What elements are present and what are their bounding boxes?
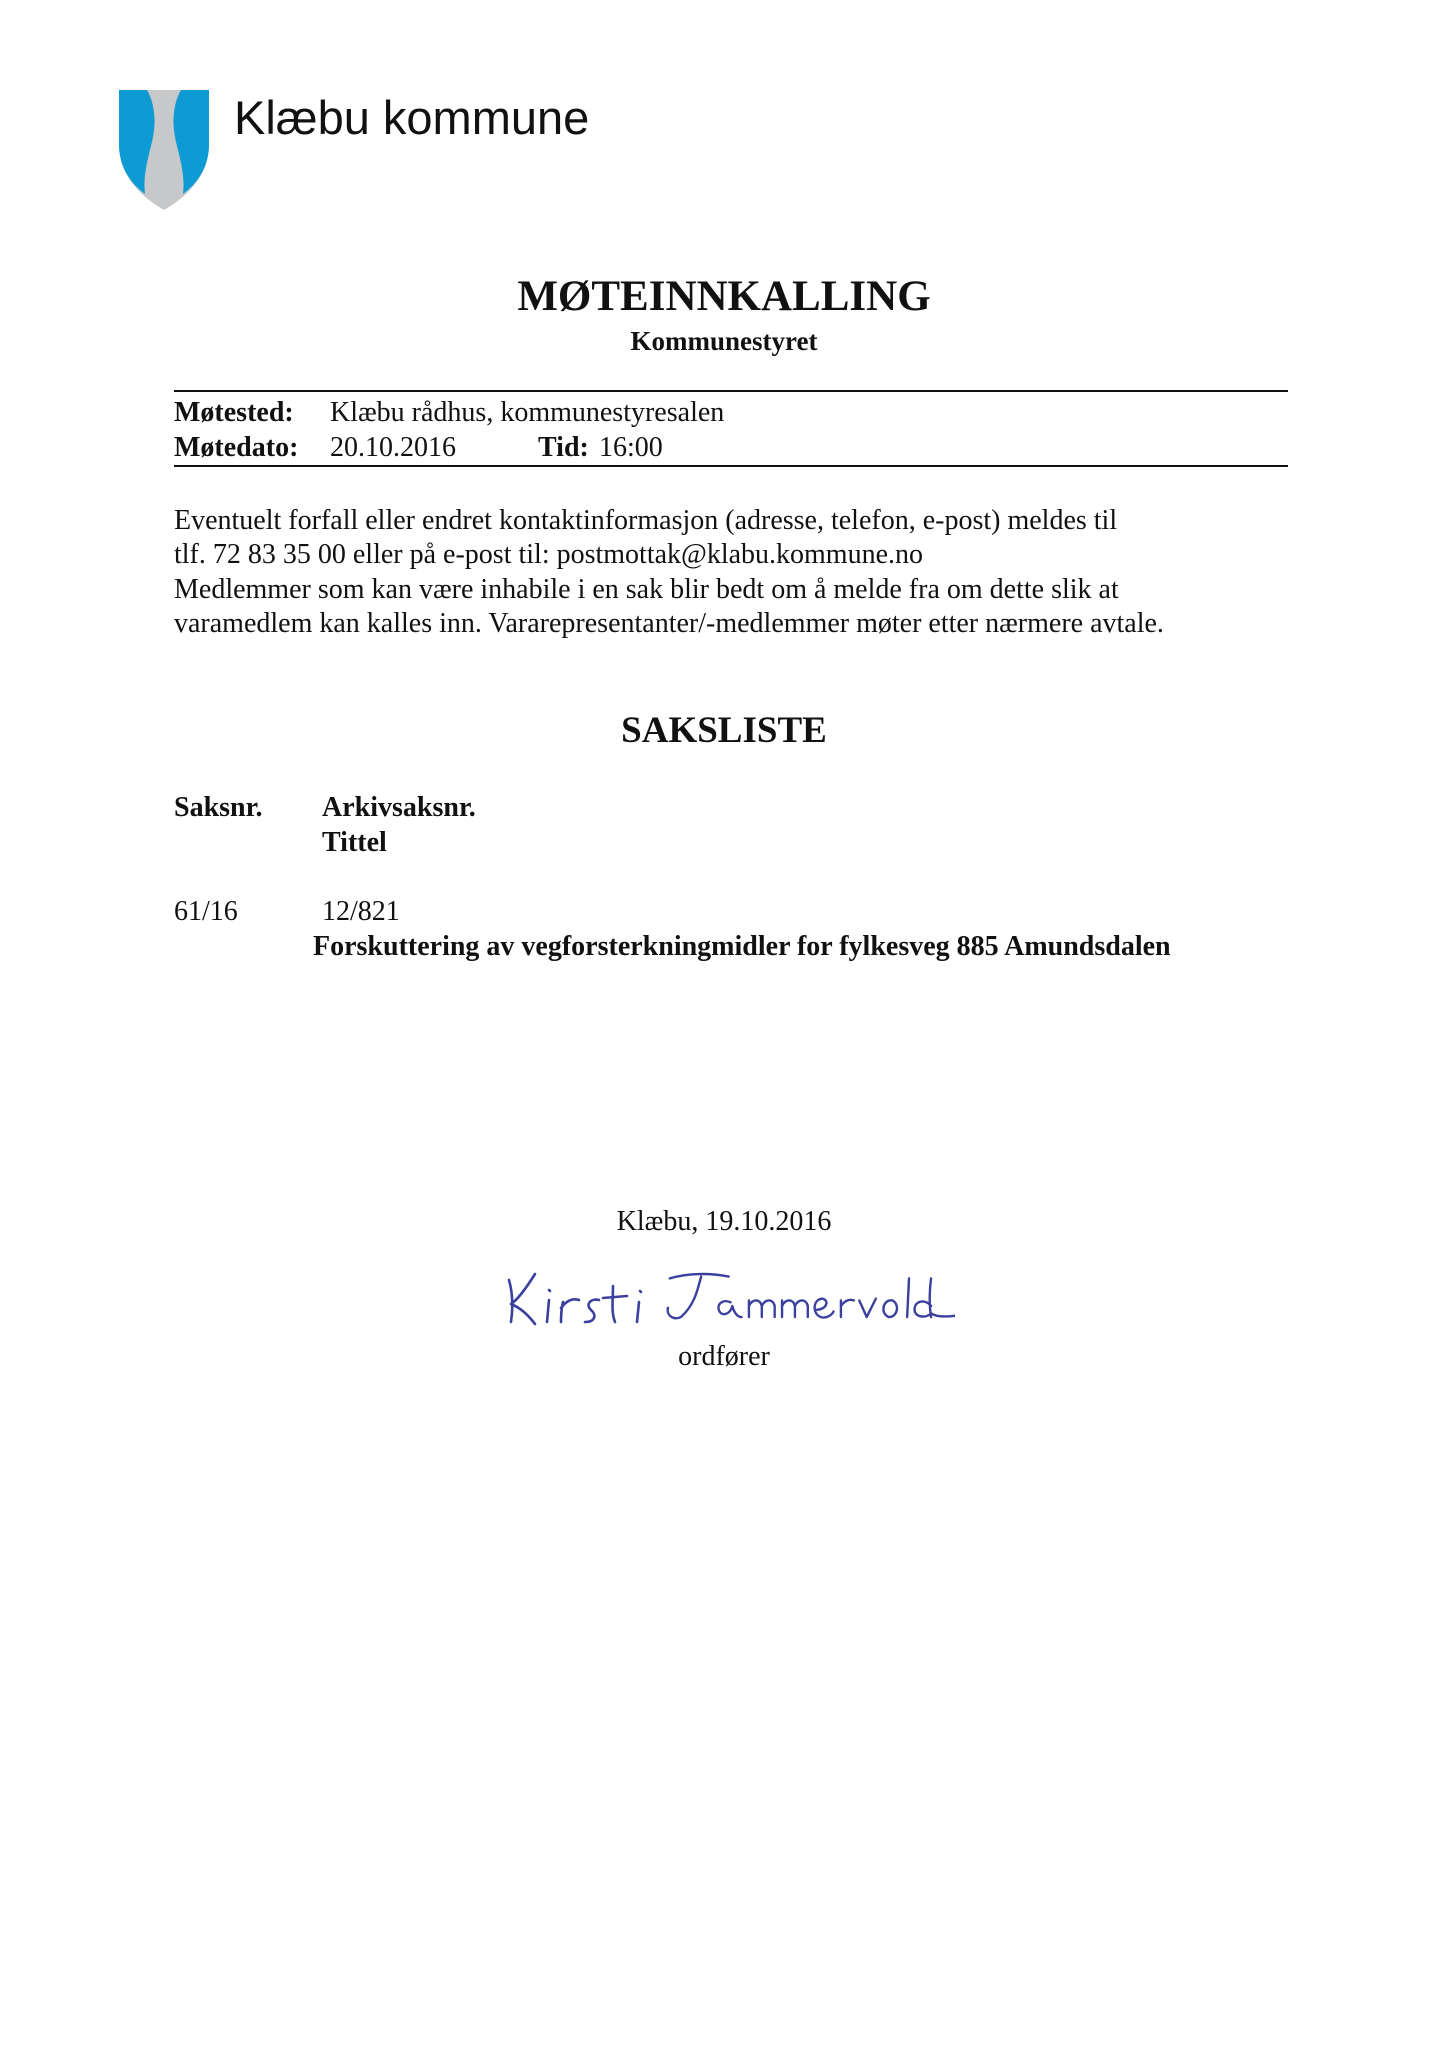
case-saksnr: 61/16	[174, 896, 238, 927]
case-arkivsaksnr: 12/821	[322, 896, 400, 927]
meeting-place-value: Klæbu rådhus, kommunestyresalen	[330, 397, 725, 428]
place-and-date: Klæbu, 19.10.2016	[616, 1206, 832, 1237]
meeting-time-label: Tid:	[538, 432, 589, 463]
municipality-logo	[113, 86, 215, 212]
case-list-title: SAKSLISTE	[621, 710, 827, 751]
case-title: Forskuttering av vegforsterkningmidler for fylkesveg 885 Amundsdalen	[313, 931, 1171, 962]
meeting-date-label: Møtedato:	[174, 432, 299, 463]
divider-bottom	[174, 465, 1288, 467]
column-header-arkivsaksnr: Arkivsaksnr.	[322, 792, 476, 823]
column-header-tittel: Tittel	[322, 827, 387, 858]
notice-line: tlf. 72 83 35 00 eller på e-post til: postmottak@klabu.kommune.no	[174, 539, 924, 570]
divider-top	[174, 390, 1288, 392]
meeting-place-label: Møtested:	[174, 397, 294, 428]
handwritten-signature	[495, 1260, 955, 1340]
signatory-role: ordfører	[678, 1341, 770, 1372]
committee-name: Kommunestyret	[630, 326, 818, 356]
column-header-saksnr: Saksnr.	[174, 792, 263, 823]
notice-line: varamedlem kan kalles inn. Vararepresentanter/-medlemmer møter etter nærmere avtale.	[174, 608, 1164, 639]
document-title: MØTEINNKALLING	[517, 273, 931, 320]
meeting-date-value: 20.10.2016	[330, 432, 456, 463]
meeting-time-value: 16:00	[599, 432, 663, 463]
org-name: Klæbu kommune	[234, 91, 590, 144]
notice-line: Medlemmer som kan være inhabile i en sak blir bedt om å melde fra om dette slik at	[174, 574, 1119, 605]
notice-line: Eventuelt forfall eller endret kontaktinformasjon (adresse, telefon, e-post) meldes til	[174, 505, 1118, 536]
